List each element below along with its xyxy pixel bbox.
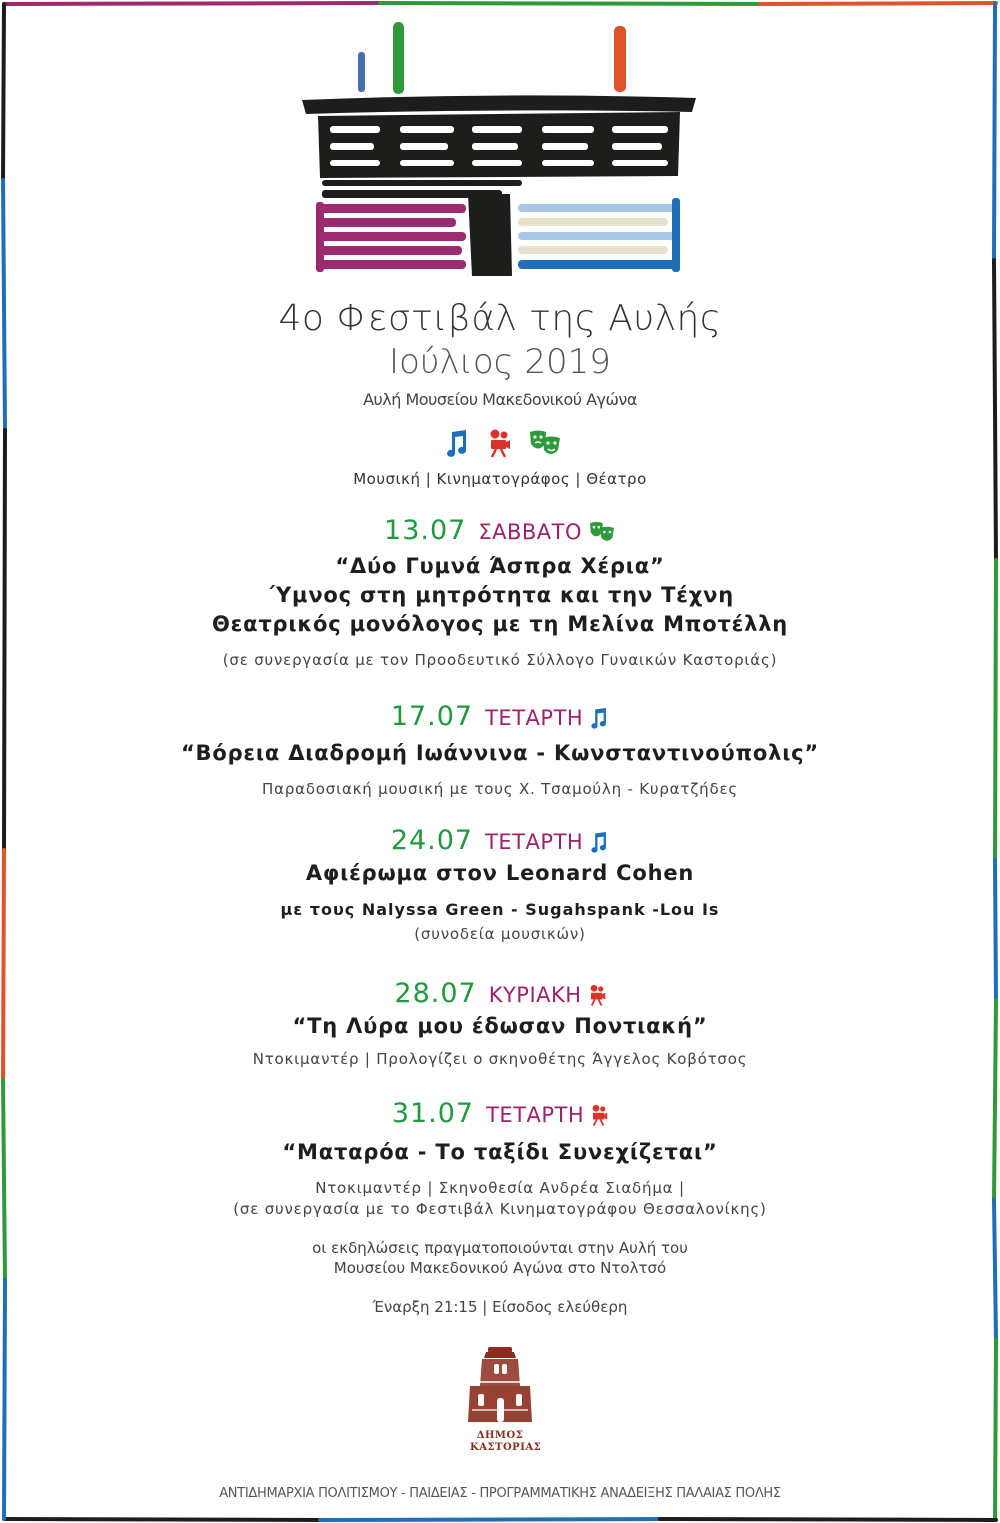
event-title: Αφιέρωμα στον Leonard Cohen — [305, 861, 695, 885]
festival-title: 4ο Φεστιβάλ της Αυλής — [278, 298, 722, 339]
event-header — [0, 825, 1000, 856]
film-camera-icon — [588, 983, 606, 1007]
event-title: “Βόρεια Διαδρομή Ιωάννινα - Κωνσταντινούπολις” — [180, 741, 820, 765]
film-camera-icon — [487, 428, 511, 458]
music-note-icon — [444, 428, 470, 458]
municipality-logo — [460, 1344, 540, 1426]
festival-subtitle: Ιούλιος 2019 — [389, 342, 611, 382]
event-note: (σε συνεργασία με το Φεστιβάλ Κινηματογράφου Θεσσαλονίκης) — [233, 1200, 767, 1218]
event-note: (συνοδεία μουσικών) — [414, 925, 586, 943]
event-title: “Τη Λύρα μου έδωσαν Ποντιακή” — [292, 1014, 708, 1038]
event-note: (σε συνεργασία με τον Προοδευτικό Σύλλογο Γυναικών Καστοριάς) — [222, 651, 778, 669]
event-header — [0, 1098, 1000, 1129]
event-title: “Ματαρόα - Το ταξίδι Συνεχίζεται” — [282, 1140, 718, 1164]
genre-icons — [0, 428, 1000, 462]
event-title: Θεατρικός μονόλογος με τη Μελίνα Μποτέλλη — [211, 612, 789, 636]
event-title: ΄Υμνος στη μητρότητα και την Τέχνη — [265, 583, 734, 607]
event-day: ΣΑΒΒΑΤΟ — [478, 520, 582, 544]
event-date: 13.07 — [384, 515, 467, 546]
location-line: Μουσείου Μακεδονικού Αγώνα στο Ντολτσό — [333, 1259, 667, 1277]
music-note-icon — [589, 706, 609, 730]
event-day: ΤΕΤΑΡΤΗ — [485, 706, 584, 730]
event-note: Ντοκιμαντέρ | Σκηνοθεσία Ανδρέα Σιαδήμα | — [315, 1179, 685, 1197]
festival-logo — [300, 18, 700, 280]
event-day: ΚΥΡΙΑΚΗ — [488, 983, 582, 1007]
theatre-masks-icon — [588, 520, 616, 544]
event-performers: με τους Nalyssa Green - Sugahspank -Lou Is — [280, 900, 720, 919]
genre-list: Μουσική | Κινηματογράφος | Θέατρο — [353, 470, 647, 488]
theatre-masks-icon — [528, 428, 562, 458]
event-date: 31.07 — [391, 1098, 475, 1129]
event-header — [0, 701, 1000, 732]
music-note-icon — [589, 830, 609, 854]
event-note: Παραδοσιακή μουσική με τους Χ. Τσαμούλη - Κυρατζήδες — [262, 780, 738, 798]
event-day: ΤΕΤΑΡΤΗ — [486, 1103, 585, 1127]
event-title: “Δύο Γυμνά Άσπρα Χέρια” — [335, 554, 665, 578]
municipality-logo-text: ΔΗΜΟΣ ΚΑΣΤΟΡΙΑΣ — [470, 1430, 542, 1453]
festival-venue: Αυλή Μουσείου Μακεδονικού Αγώνα — [363, 390, 637, 409]
event-note: Ντοκιμαντέρ | Προλογίζει ο σκηνοθέτης Άγγελος Κοβότσος — [252, 1050, 748, 1068]
event-header — [0, 978, 1000, 1009]
organizer-line: ΑΝΤΙΔΗΜΑΡΧΙΑ ΠΟΛΙΤΙΣΜΟΥ - ΠΑΙΔΕΙΑΣ - ΠΡΟΓΡΑΜΜΑΤΙΚΗΣ ΑΝΑΔΕΙΞΗΣ ΠΑΛΑΙΑΣ ΠΟΛΗΣ — [219, 1486, 781, 1501]
location-line: οι εκδηλώσεις πραγματοποιούνται στην Αυλή του — [312, 1239, 688, 1257]
event-date: 24.07 — [390, 825, 474, 856]
event-header — [0, 515, 1000, 546]
event-date: 28.07 — [394, 978, 477, 1009]
event-date: 17.07 — [390, 701, 474, 732]
event-day: ΤΕΤΑΡΤΗ — [485, 830, 584, 854]
start-time: Έναρξη 21:15 | Είσοδος ελεύθερη — [372, 1298, 628, 1316]
film-camera-icon — [590, 1103, 608, 1127]
